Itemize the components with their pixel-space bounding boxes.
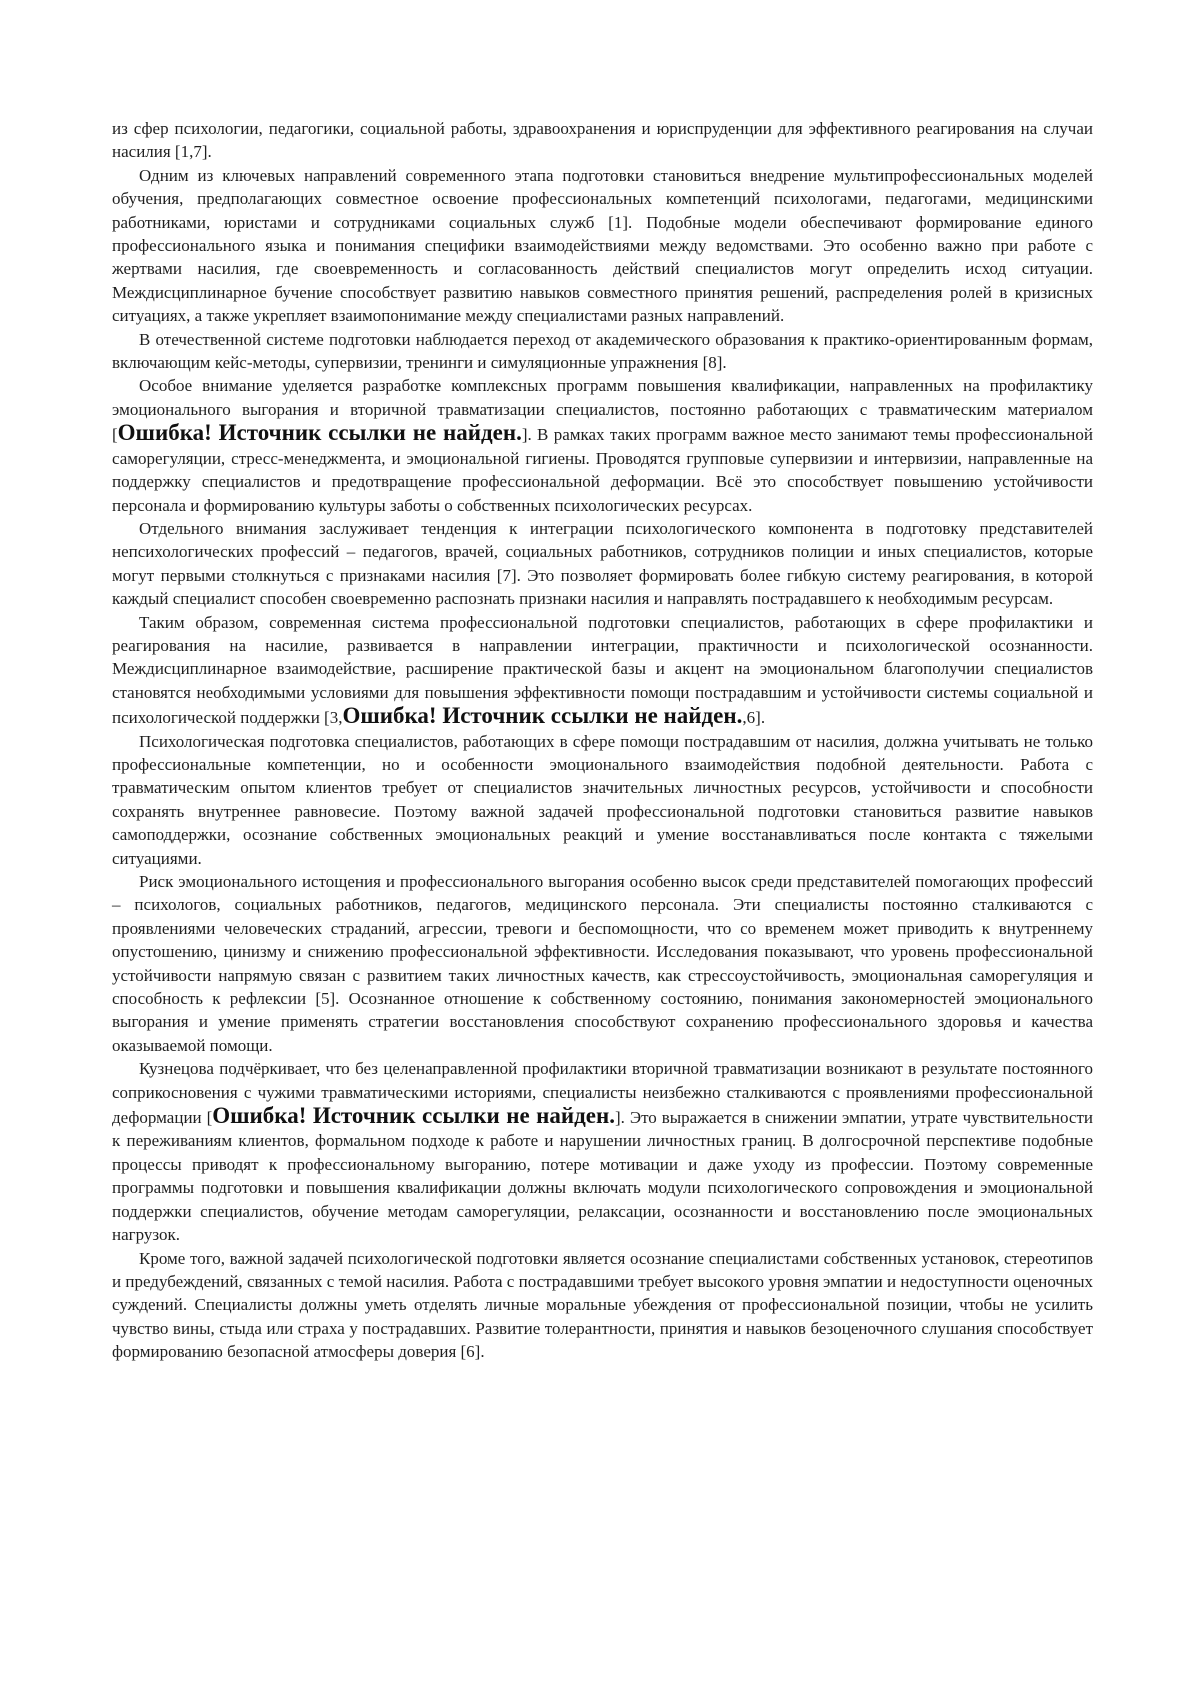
paragraph-text: Одним из ключевых направлений современного этапа подготовки становиться внедрение мультипрофессиональных моделей обучения, предполагающих совместное освоение профессиональных компетенций психологами, педагогами, медицинскими работниками, юристами и сотрудниками социальных служб [1]. Подобные модели обеспечивают формирование единого профессионального языка и понимания специфики взаимодействиями между ведомствами. Это особенно важно при работе с жертвами насилия, где своевременность и согласованность действий специалистов могут определить исход ситуации. Междисциплинарное бучение способствует развитию навыков совместного принятия решений, распределения ролей в кризисных ситуациях, а также укрепляет взаимопонимание между специалистами разных направлений. [112, 165, 1093, 326]
paragraph-text: ]. В рамках таких программ важное место занимают темы профессиональной саморегуляции, стресс-менеджмента, и эмоциональной гигиены. Проводятся групповые супервизии и интервизии, направленные на поддержку специалистов и предотвращение профессиональной деформации. Всё это способствует повышению устойчивости персонала и формированию культуры заботы о собственных психологических ресурсах. [112, 425, 1093, 515]
document-body [112, 117, 1093, 1364]
paragraph [112, 517, 1093, 611]
paragraph-text: Отдельного внимания заслуживает тенденция к интеграции психологического компонента в подготовку представителей непсихологических профессий – педагогов, врачей, социальных работников, сотрудников полиции и иных специалистов, которые могут первыми столкнуться с признаками насилия [7]. Это позволяет формировать более гибкую систему реагирования, в которой каждый специалист способен своевременно распознать признаки насилия и направлять пострадавшего к необходимым ресурсам. [112, 518, 1093, 609]
reference-error-field: Ошибка! Источник ссылки не найден. [117, 420, 522, 446]
paragraph-text: Особое внимание уделяется разработке комплексных программ повышения квалификации, направленных на профилактику эмоционального выгорания и вторичной травматизации специалистов, постоянно работающих с травматическим материалом [ [112, 376, 1093, 445]
paragraph [112, 611, 1093, 730]
reference-error-field: Ошибка! Источник ссылки не найден. [342, 703, 743, 729]
paragraph-text: Риск эмоционального истощения и профессионального выгорания особенно высок среди представителей помогающих профессий – психологов, социальных работников, педагогов, медицинского персонала. Эти специалисты постоянно сталкиваются с проявлениями человеческих страданий, агрессии, тревоги и беспомощности, что со временем может приводить к внутреннему опустошению, цинизму и снижению профессиональной эффективности. Исследования показывают, что уровень профессиональной устойчивости напрямую связан с развитием таких личностных качеств, как стрессоустойчивость, эмоциональная саморегуляция и способность к рефлексии [5]. Осознанное отношение к собственному состоянию, понимания закономерностей эмоционального выгорания и умение применять стратегии восстановления способствуют сохранению профессионального здоровья и качества оказываемой помощи. [112, 872, 1093, 1055]
paragraph-text: В отечественной системе подготовки наблюдается переход от академического образования к практико-ориентированным формам, включающим кейс-методы, супервизии, тренинги и симуляционные упражнения [8]. [112, 329, 1093, 373]
reference-error-field: Ошибка! Источник ссылки не найден. [212, 1103, 615, 1129]
paragraph-text: ]. Это выражается в снижении эмпатии, утрате чувствительности к переживаниям клиентов, формальном подходе к работе и нарушении личностных границ. В долгосрочной перспективе подобные процессы приводят к профессиональному выгоранию, потере мотивации и даже уходу из профессии. Поэтому современные программы подготовки и повышения квалификации должны включать модули психологического сопровождения и эмоциональной поддержки специалистов, обучение методам саморегуляции, релаксации, осознанности и восстановлению после эмоциональных нагрузок. [112, 1108, 1093, 1245]
paragraph-text: Таким образом, современная система профессиональной подготовки специалистов, работающих в сфере профилактики и реагирования на насилие, развивается в направлении интеграции, практичности и психологической осознанности. Междисциплинарное взаимодействие, расширение практической базы и акцент на эмоциональном благополучии специалистов становятся необходимыми условиями для повышения эффективности помощи пострадавшим и устойчивости системы социальной и психологической поддержки [3, [112, 612, 1093, 728]
paragraph [112, 870, 1093, 1057]
paragraph-text: из сфер психологии, педагогики, социальной работы, здравоохранения и юриспруденции для эффективного реагирования на случаи насилия [1,7]. [112, 119, 1093, 162]
paragraph [112, 164, 1093, 328]
paragraph-text: ,6]. [742, 708, 766, 728]
paragraph-text: Кузнецова подчёркивает, что без целенаправленной профилактики вторичной травматизации возникают в результате постоянного соприкосновения с чужими травматическими историями, специалисты неизбежно сталкиваются с проявлениями профессиональной деформации [ [112, 1059, 1093, 1128]
paragraph [112, 328, 1093, 375]
paragraph-text: Психологическая подготовка специалистов, работающих в сфере помощи пострадавшим от насилия, должна учитывать не только профессиональные компетенции, но и особенности эмоционального взаимодействия подобной деятельности. Работа с травматическим опытом клиентов требует от специалистов значительных личностных ресурсов, устойчивости и способности сохранять внутреннее равновесие. Поэтому важной задачей профессиональной подготовки становиться развитие навыков самоподдержки, осознание собственных эмоциональных реакций и умение восстанавливаться после контакта с тяжелыми ситуациями. [112, 731, 1093, 868]
paragraph [112, 730, 1093, 870]
paragraph [112, 117, 1093, 164]
document-page [112, 117, 1093, 1364]
paragraph [112, 374, 1093, 516]
paragraph-text: Кроме того, важной задачей психологической подготовки является осознание специалистами собственных установок, стереотипов и предубеждений, связанных с темой насилия. Работа с пострадавшими требует высокого уровня эмпатии и недоступности оценочных суждений. Специалисты должны уметь отделять личные моральные убеждения от профессиональной позиции, чтобы не усилить чувство вины, стыда или страха у пострадавших. Развитие толерантности, принятия и навыков безоценочного слушания способствует формированию безопасной атмосферы доверия [6]. [112, 1248, 1093, 1362]
paragraph [112, 1057, 1093, 1246]
paragraph [112, 1247, 1093, 1364]
